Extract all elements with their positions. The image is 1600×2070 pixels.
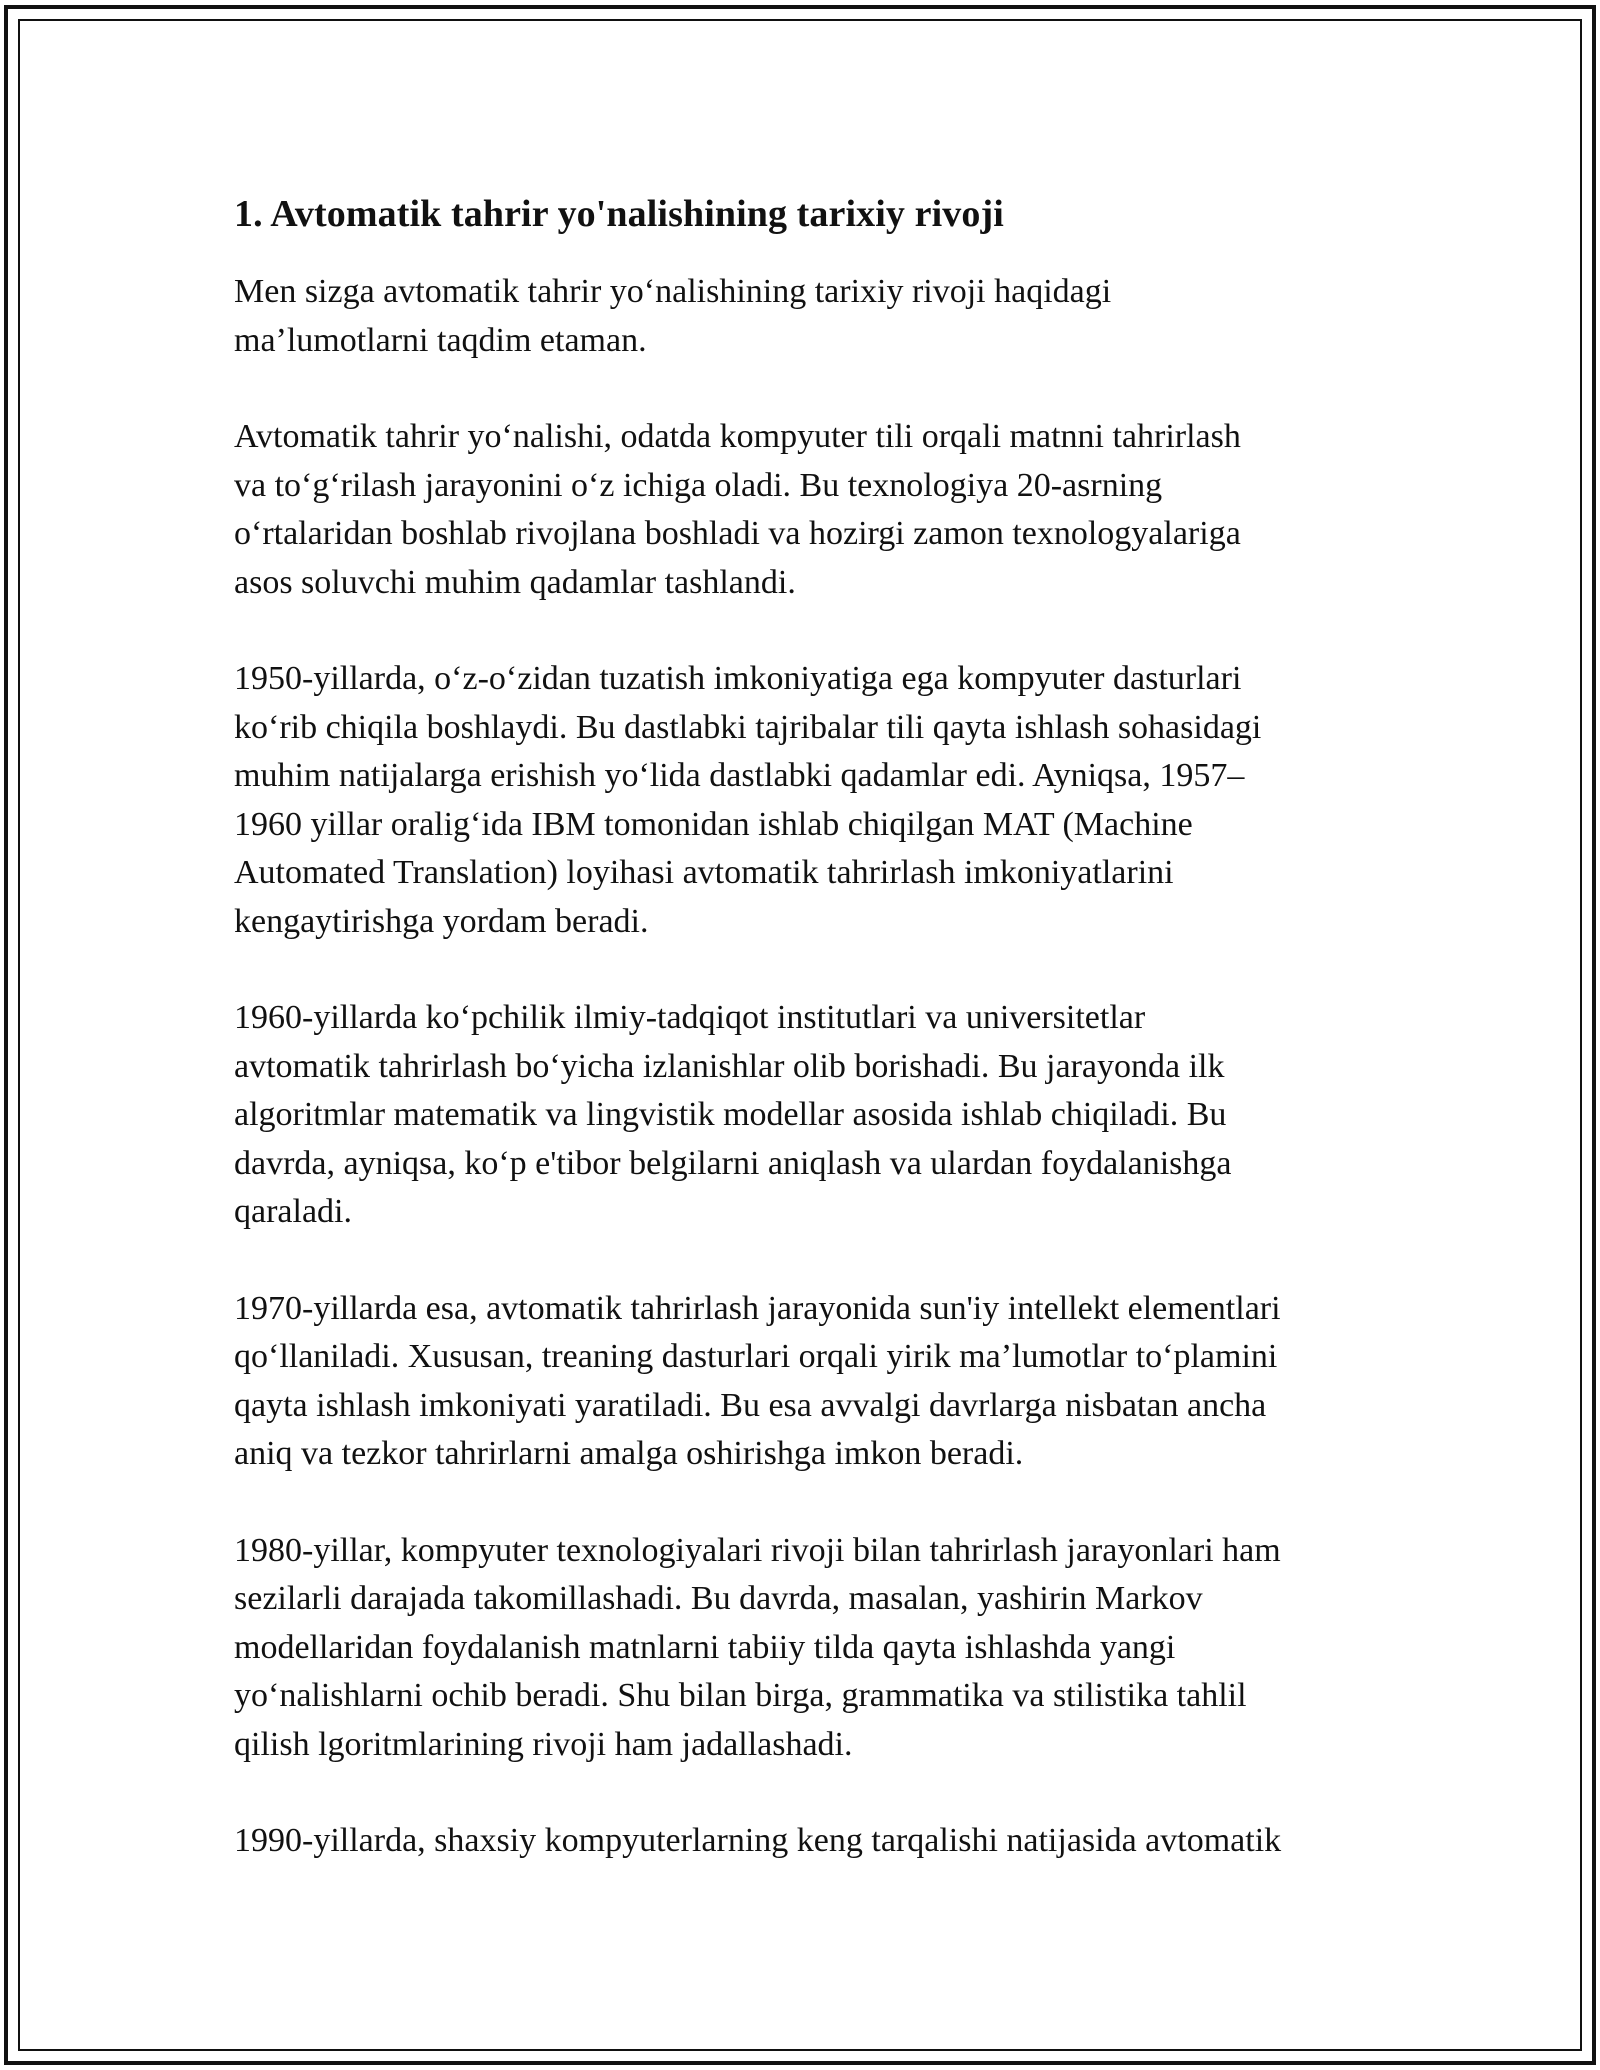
document-paragraph-2: Avtomatik tahrir yo‘nalishi, odatda kompyuter tili orqali matnni tahrirlash va to‘g‘rilash jarayonini o‘z ichiga oladi. Bu texnologiya 20-asrning o‘rtalaridan boshlab rivojlana boshladi va hozirgi zamon texnologyalariga asos soluvchi muhim qadamlar tashlandi.	[234, 418, 1241, 601]
document-paragraph-6: 1980-yillar, kompyuter texnologiyalari rivoji bilan tahrirlash jarayonlari ham sezilarli darajada takomillashadi. Bu davrda, masalan, yashirin Markov modellaridan foydalanish matnlarni tabiiy tilda qayta ishlashda yangi yo‘nalishlarni ochib beradi. Shu bilan birga, grammatika va stilistika tahlil qilish lgoritmlarining rivoji ham jadallashadi.	[234, 1531, 1281, 1763]
document-heading: 1. Avtomatik tahrir yo'nalishining tarixiy rivoji	[234, 193, 1004, 235]
document-paragraph-7: 1990-yillarda, shaxsiy kompyuterlarning keng tarqalishi natijasida avtomatik	[234, 1822, 1282, 1859]
document-content	[234, 190, 1394, 1914]
document-paragraph-5: 1970-yillarda esa, avtomatik tahrirlash jarayonida sun'iy intellekt elementlari qo‘llaniladi. Xususan, treaning dasturlari orqali yirik ma’lumotlar to‘plamini qayta ishlash imkoniyati yaratiladi. Bu esa avvalgi davrlarga nisbatan ancha aniq va tezkor tahrirlarni amalga oshirishga imkon beradi.	[234, 1289, 1281, 1472]
document-paragraph-1: Men sizga avtomatik tahrir yo‘nalishining tarixiy rivoji haqidagi ma’lumotlarni taqdim etaman.	[234, 273, 1112, 359]
document-paragraph-3: 1950-yillarda, o‘z-o‘zidan tuzatish imkoniyatiga ega kompyuter dasturlari ko‘rib chiqila boshlaydi. Bu dastlabki tajribalar tili qayta ishlash sohasidagi muhim natijalarga erishish yo‘lida dastlabki qadamlar edi. Ayniqsa, 1957– 1960 yillar oralig‘ida IBM tomonidan ishlab chiqilgan MAT (Machine Automated Translation) loyihasi avtomatik tahrirlash imkoniyatlarini kengaytirishga yordam beradi.	[234, 660, 1262, 940]
document-paragraph-4: 1960-yillarda ko‘pchilik ilmiy-tadqiqot institutlari va universitetlar avtomatik tahrirlash bo‘yicha izlanishlar olib borishadi. Bu jarayonda ilk algoritmlar matematik va lingvistik modellar asosida ishlab chiqiladi. Bu davrda, ayniqsa, ko‘p e'tibor belgilarni aniqlash va ulardan foydalanishga qaraladi.	[234, 999, 1232, 1230]
